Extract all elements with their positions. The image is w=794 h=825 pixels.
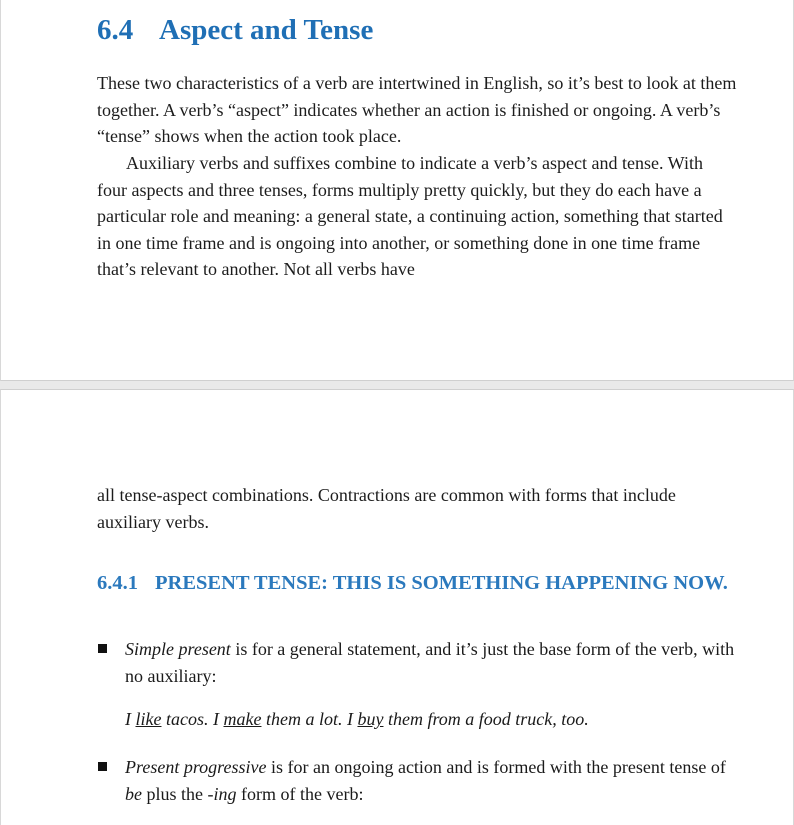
list-item-description: is for a general statement, and it’s just the base form of the verb, with no auxiliary: <box>125 639 735 686</box>
section-heading <box>97 14 373 47</box>
intro-paragraph: These two characteristics of a verb are intertwined in English, so it’s best to look at them together. A verb’s “aspect” indicates whether an action is finished or ongoing. A verb’s “tense” shows when the action took place. <box>97 73 737 146</box>
document-page-1 <box>0 0 794 381</box>
document-page-2 <box>0 389 794 825</box>
list-item <box>97 636 737 689</box>
bullet-square-icon <box>98 644 107 653</box>
subsection-number: 6.4.1 <box>97 572 138 594</box>
section-number: 6.4 <box>97 14 134 46</box>
list-item <box>97 754 737 807</box>
list-item-description: form of the verb: <box>236 783 364 804</box>
term-simple-present: Simple present <box>125 639 231 659</box>
term-present-progressive: Present progressive <box>125 757 267 777</box>
example-text: tacos. I <box>161 709 224 729</box>
continued-paragraph: all tense-aspect combinations. Contractions are common with forms that include auxiliary verbs. <box>97 485 676 532</box>
example-text: I <box>125 709 136 729</box>
list-item-description: plus the <box>142 783 208 804</box>
example-sentence <box>125 706 589 733</box>
example-verb-like: like <box>135 709 162 729</box>
bullet-square-icon <box>98 762 107 771</box>
list-item-text <box>125 636 737 689</box>
subsection-title: PRESENT TENSE: THIS IS SOMETHING HAPPENING NOW. <box>155 572 728 594</box>
subsection-heading <box>97 568 737 598</box>
section-title: Aspect and Tense <box>159 14 374 46</box>
term-ing: -ing <box>207 783 237 804</box>
example-verb-make: make <box>223 709 262 729</box>
term-be: be <box>125 783 142 804</box>
list-item-description: is for an ongoing action and is formed with the present tense of <box>266 757 726 777</box>
example-text: them a lot. I <box>261 709 358 729</box>
list-item-text <box>125 754 737 807</box>
example-verb-buy: buy <box>357 709 384 729</box>
body-paragraph: Auxiliary verbs and suffixes combine to indicate a verb’s aspect and tense. With four aspects and three tenses, forms multiply pretty quickly, but they do each have a particular role and meaning: a general state, a continuing action, something that started in one time frame and is ongoing into another, or something done in one time frame that’s relevant to another. Not all verbs have <box>97 153 723 279</box>
example-text: them from a food truck, too. <box>383 709 589 729</box>
